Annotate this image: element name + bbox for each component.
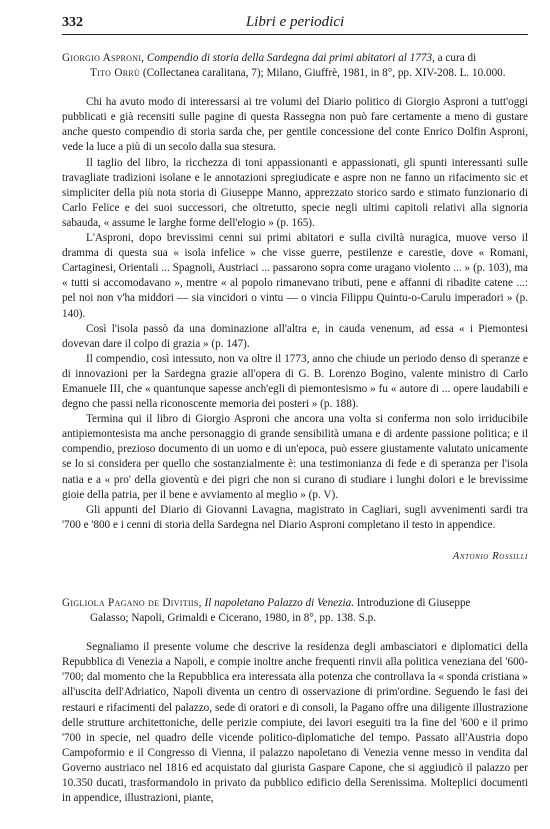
page-number: 332 [62,15,83,30]
publication-details: Galasso; Napoli, Grimaldi e Cicerano, 1980, in 8°, pp. 138. S.p. [90,612,376,625]
citation-rest: a cura di [434,52,477,64]
paragraph: Il compendio, così intessuto, non va oltre il 1773, anno che chiude un periodo denso di speranze e di innovazioni per la Sardegna grazie all'opera di G. B. Lorenzo Bogino, valente ministro di Carlo Emanuele III, che « quantunque sapesse anch'egli di piemontesismo » fu « autore di ... opere laudabili e degno che passi nella riconoscente memoria dei posteri » (p. 188). [62,352,528,411]
book-editor: Tito Orrù [90,67,141,80]
paragraph: Chi ha avuto modo di interessarsi ai tre volumi del Diario politico di Giorgio Asproni a tutt'oggi pubblicati e già recensiti sulle pagine di questa Rassegna non può fare certamente a meno di gustare anche questo compendio di storia sarda che, per gentile concessione del conte Enrico Dolfin Asproni, vede la luce a più di un secolo dalla sua stesura. [62,96,528,154]
paragraph: Il taglio del libro, la ricchezza di toni appassionanti e appassionati, gli spunti interessanti sulle travagliate tradizioni isolane e le annotazioni spregiudicate e aspre non ne fanno un rifacimento sic et simpliciter della più nota storia di Giuseppe Manno, apprezzato storico sardo e stimato funzionario di Carlo Felice e dei suoi successori, che oltretutto, specie negli ultimi capitoli relativi alla signoria sabauda, « assume le larghe forme dell'elogio » (p. 165). [62,156,528,229]
section-title: Libri e periodici [245,14,345,30]
citation-continuation [62,66,528,81]
review-body [62,95,528,533]
citation-rest: Introduzione di Giuseppe [356,597,471,609]
paragraph: Gli appunti del Diario di Giovanni Lavagna, magistrato in Cagliari, sugli avvenimenti sardi tra '700 e '800 e i cenni di storia della Sardegna nel Diario Asproni completano il testo in appendice. [62,503,528,531]
review-pagano [62,596,528,806]
running-header [62,14,528,35]
book-price: L. 10.000. [459,67,506,80]
reviewer-signature: Antonio Rossilli [452,550,528,562]
citation-continuation [62,611,528,626]
review-asproni [62,51,528,564]
book-citation [62,596,528,626]
book-author: Giorgio Asproni [62,52,142,64]
review-body [62,640,528,806]
book-citation: Giorgio Asproni, Compendio di storia della Sardegna dai primi abitatori al 1773, a cura di Tito Orrù (Collectanea caralitana, 7); Milano, Giuffrè, 1981, in 8°, pp. XIV-208. L. 10.000. [62,51,528,81]
book-title: Il napoletano Palazzo di Venezia. [204,597,354,609]
paragraph: Segnaliamo il presente volume che descrive la residenza degli ambasciatori e diplomatici della Repubblica di Venezia a Napoli, e compie inoltre anche frequenti rinvii alla politica veneziana del '600-'700; dal momento che la Repubblica era interessata alla potenza che controllava la « sponda cristiana » all'uscita dell'Adriatico, Napoli diventa un centro di osservazione di prim'ordine. Seguendo le fasi dei restauri e rifacimenti del palazzo, sede di oratori e di consoli, la Pagano offre una diligente illustrazione delle strutture architettoniche, delle perizie compiute, dei lavori eseguiti tra la fine del '600 e il primo '700 in specie, nel quadro delle vicende politico-diplomatiche del tempo. Passato all'Austria dopo Campoformio e il Congresso di Vienna, il palazzo napoletano di Venezia venne messo in vendita dal Governo austriaco nel 1816 ed acquistato dal giurista Gaspare Capone, che si aggiudicò il palazzo per 10.350 ducati, trasformandolo in privato da pubblico edificio della Serenissima. Molteplici documenti in appendice, illustrazioni, piante, [62,641,528,805]
publication-details: (Collectanea caralitana, 7); Milano, Giuffrè, 1981, in 8°, pp. XIV-208. [142,67,457,80]
book-title: Compendio di storia della Sardegna dai primi abitatori al 1773, [146,52,435,64]
journal-page [62,14,528,806]
book-author: Gigliola Pagano de Divitiis, [62,597,202,609]
paragraph: Così l'isola passò da una dominazione all'altra e, in cauda venenum, ad essa « i Piemontesi dovevan dare il colpo di grazia » (p. 147). [62,322,528,350]
paragraph: L'Asproni, dopo brevissimi cenni sui primi abitatori e sulla civiltà nuragica, muove verso il dramma di questa sua « isola infelice » che visse guerre, pestilenze e carestie, dove « Romani, Cartaginesi, Orientali ... Spagnoli, Austriaci ... passarono sopra come uragano violento ... » (p. 103), ma « tutti si accomodavano », mentre « al popolo rimanevano tributi, pene e affanni di ribadite catene ...: pel noi non v'ha middori — sia vincidori o vintu — o vincia Filippu Quintu-o-Carulu imperadori » (p. 140). [62,232,528,320]
paragraph: Termina qui il libro di Giorgio Asproni che ancora una volta si conferma non solo irriducibile antipiemontesista ma anche personaggio di grande sensibilità umana e di ardente passione politica; e il compendio, prezioso documento di un uomo e di un'epoca, può essere giustamente valutato unicamente se lo si considera per quello che sostanzialmente è: una testimonianza di fede e di speranza per l'isola natia e a « pro' della gioventù e dei pigri che non si curano di studiare i lunghi dolori e le brevissime gioie della patria, per il bene e avviamento al meglio » (p. V). [62,413,528,501]
